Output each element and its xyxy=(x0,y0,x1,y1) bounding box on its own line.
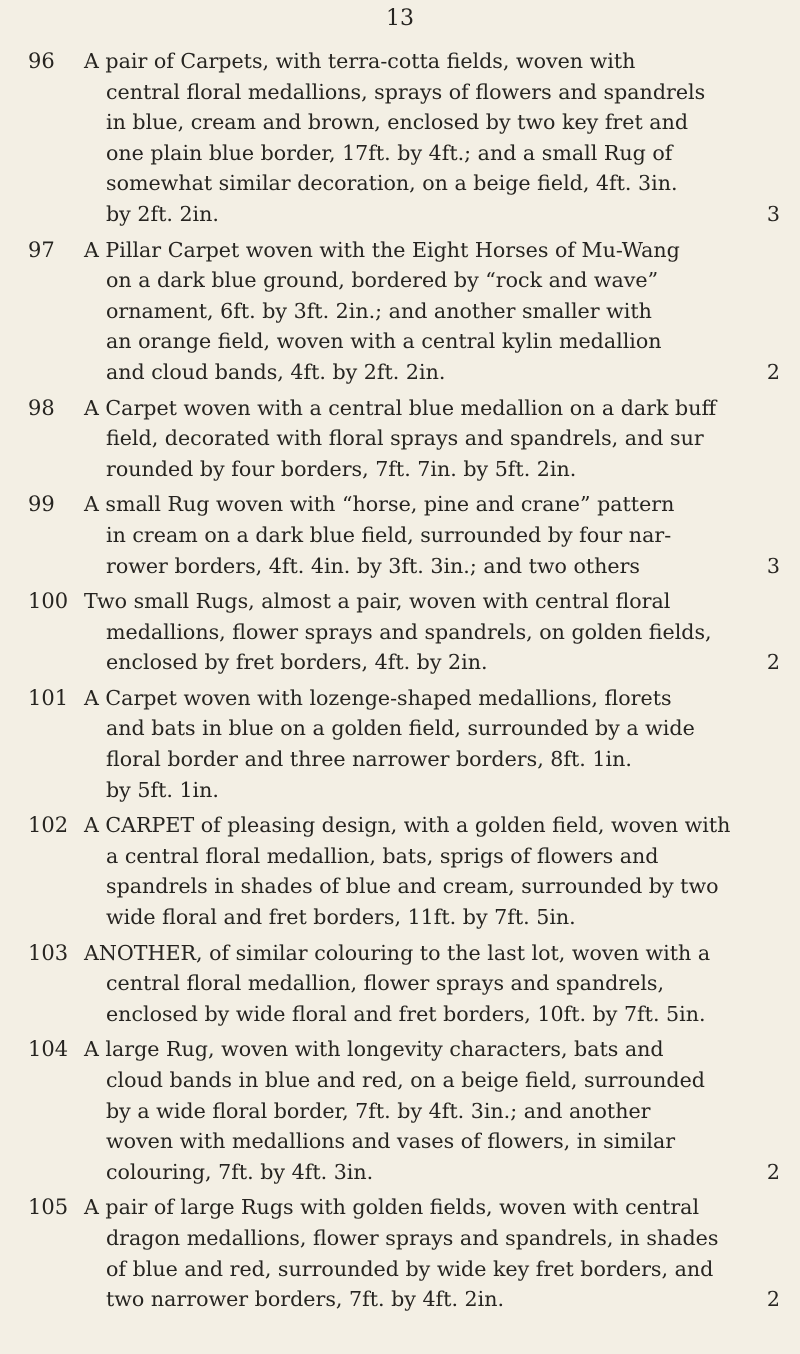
lot-number: 98 xyxy=(28,395,55,420)
description-text: spandrels in shades of blue and cream, surrounded by two xyxy=(106,874,719,899)
description-line xyxy=(84,938,780,969)
description-text: ornament, 6ft. by 3ft. 2in.; and another smaller with xyxy=(106,298,652,323)
description-text: in cream on a dark blue field, surrounded by four nar- xyxy=(106,522,672,547)
lot-quantity: 2 xyxy=(766,650,780,675)
lot-entry xyxy=(28,586,780,678)
lot-description xyxy=(84,810,780,932)
description-line xyxy=(84,168,780,199)
description-text: somewhat similar decoration, on a beige field, 4ft. 3in. xyxy=(106,171,678,196)
description-line xyxy=(84,1126,780,1157)
description-text: one plain blue border, 17ft. by 4ft.; and a small Rug of xyxy=(106,140,673,165)
description-text: rounded by four borders, 7ft. 7in. by 5ft. 2in. xyxy=(106,456,577,481)
description-text: in blue, cream and brown, enclosed by two key fret and xyxy=(106,110,689,135)
lot-quantity: 2 xyxy=(766,359,780,384)
description-line xyxy=(84,1096,780,1127)
description-text: enclosed by wide floral and fret borders, 10ft. by 7ft. 5in. xyxy=(106,1001,706,1026)
lot-quantity: 3 xyxy=(766,201,780,226)
description-text: rower borders, 4ft. 4in. by 3ft. 3in.; and two others xyxy=(106,553,640,578)
description-line xyxy=(84,647,780,678)
description-text: dragon medallions, flower sprays and spandrels, in shades xyxy=(106,1225,719,1250)
description-text: enclosed by fret borders, 4ft. by 2in. xyxy=(106,650,488,675)
description-text: and cloud bands, 4ft. by 2ft. 2in. xyxy=(106,359,446,384)
lot-quantity: 3 xyxy=(766,553,780,578)
lot-description xyxy=(84,46,780,230)
description-text: A small Rug woven with “horse, pine and crane” pattern xyxy=(84,492,675,517)
lot-description xyxy=(84,235,780,388)
description-line xyxy=(84,617,780,648)
description-line xyxy=(84,999,780,1030)
description-text: central floral medallion, flower sprays and spandrels, xyxy=(106,971,665,996)
lot-list xyxy=(28,46,780,1320)
description-text: A Carpet woven with lozenge-shaped medallions, florets xyxy=(84,685,672,710)
description-line xyxy=(84,841,780,872)
lot-entry xyxy=(28,46,780,230)
description-line xyxy=(84,1034,780,1065)
description-text: and bats in blue on a golden field, surrounded by a wide xyxy=(106,716,695,741)
description-line xyxy=(84,551,780,582)
description-line xyxy=(84,296,780,327)
description-text: A Pillar Carpet woven with the Eight Horses of Mu-Wang xyxy=(84,237,680,262)
description-line xyxy=(84,138,780,169)
description-text: wide floral and fret borders, 11ft. by 7ft. 5in. xyxy=(106,905,576,930)
description-text: A Carpet woven with a central blue medallion on a dark buff xyxy=(84,395,717,420)
description-line xyxy=(84,1065,780,1096)
description-line xyxy=(84,1254,780,1285)
description-text: two narrower borders, 7ft. by 4ft. 2in. xyxy=(106,1287,505,1312)
description-text: on a dark blue ground, bordered by “rock and wave” xyxy=(106,268,659,293)
lot-number: 102 xyxy=(28,813,69,838)
lot-number: 104 xyxy=(28,1037,69,1062)
lot-description xyxy=(84,1034,780,1187)
description-text: by a wide floral border, 7ft. by 4ft. 3in.; and another xyxy=(106,1098,651,1123)
description-text: an orange field, woven with a central kylin medallion xyxy=(106,329,662,354)
description-line xyxy=(84,1192,780,1223)
description-text: A pair of large Rugs with golden fields, woven with central xyxy=(84,1195,700,1220)
description-line xyxy=(84,46,780,77)
lot-entry xyxy=(28,1192,780,1314)
description-line xyxy=(84,357,780,388)
lot-number: 105 xyxy=(28,1195,69,1220)
description-line xyxy=(84,489,780,520)
description-text: A CARPET of pleasing design, with a golden field, woven with xyxy=(84,813,731,838)
description-text: of blue and red, surrounded by wide key fret borders, and xyxy=(106,1256,714,1281)
lot-number: 96 xyxy=(28,49,55,73)
description-text: by 2ft. 2in. xyxy=(106,201,219,226)
description-text: medallions, flower sprays and spandrels, on golden fields, xyxy=(106,619,712,644)
description-text: woven with medallions and vases of flowers, in similar xyxy=(106,1129,676,1154)
description-text: ANOTHER, of similar colouring to the last lot, woven with a xyxy=(84,940,711,965)
description-text: A pair of Carpets, with terra-cotta fields, woven with xyxy=(84,49,636,73)
lot-entry xyxy=(28,393,780,485)
description-line xyxy=(84,235,780,266)
description-line xyxy=(84,107,780,138)
description-line xyxy=(84,871,780,902)
lot-description xyxy=(84,1192,780,1314)
description-line xyxy=(84,520,780,551)
description-line xyxy=(84,326,780,357)
description-line xyxy=(84,1284,780,1315)
page-number: 13 xyxy=(386,6,414,31)
lot-description xyxy=(84,586,780,678)
description-text: a central floral medallion, bats, sprigs of flowers and xyxy=(106,843,659,868)
description-text: central floral medallions, sprays of flowers and spandrels xyxy=(106,79,706,104)
description-line xyxy=(84,1157,780,1188)
description-line xyxy=(84,423,780,454)
description-line xyxy=(84,744,780,775)
description-text: Two small Rugs, almost a pair, woven with central floral xyxy=(84,589,671,614)
lot-entry xyxy=(28,683,780,805)
lot-entry xyxy=(28,810,780,932)
description-line xyxy=(84,968,780,999)
lot-quantity: 2 xyxy=(766,1159,780,1184)
lot-entry xyxy=(28,938,780,1030)
description-line xyxy=(84,393,780,424)
lot-number: 99 xyxy=(28,492,55,517)
description-text: A large Rug, woven with longevity characters, bats and xyxy=(84,1037,664,1062)
description-text: colouring, 7ft. by 4ft. 3in. xyxy=(106,1159,374,1184)
description-text: cloud bands in blue and red, on a beige field, surrounded xyxy=(106,1068,705,1092)
description-line xyxy=(84,902,780,933)
description-line xyxy=(84,265,780,296)
description-line xyxy=(84,1223,780,1254)
lot-entry xyxy=(28,1034,780,1187)
description-text: field, decorated with floral sprays and spandrels, and sur xyxy=(106,426,704,451)
description-line xyxy=(84,683,780,714)
lot-quantity: 2 xyxy=(766,1287,780,1312)
description-text: floral border and three narrower borders, 8ft. 1in. xyxy=(106,747,632,772)
description-line xyxy=(84,586,780,617)
lot-description xyxy=(84,938,780,1030)
description-line xyxy=(84,810,780,841)
description-line xyxy=(84,199,780,230)
lot-number: 100 xyxy=(28,589,69,614)
lot-number: 101 xyxy=(28,685,69,710)
lot-number: 103 xyxy=(28,940,69,965)
lot-description xyxy=(84,489,780,581)
lot-description xyxy=(84,683,780,805)
lot-description xyxy=(84,393,780,485)
description-text: by 5ft. 1in. xyxy=(106,777,219,802)
description-line xyxy=(84,713,780,744)
lot-number: 97 xyxy=(28,237,55,262)
lot-entry xyxy=(28,235,780,388)
description-line xyxy=(84,775,780,806)
description-line xyxy=(84,454,780,485)
description-line xyxy=(84,77,780,108)
lot-entry xyxy=(28,489,780,581)
